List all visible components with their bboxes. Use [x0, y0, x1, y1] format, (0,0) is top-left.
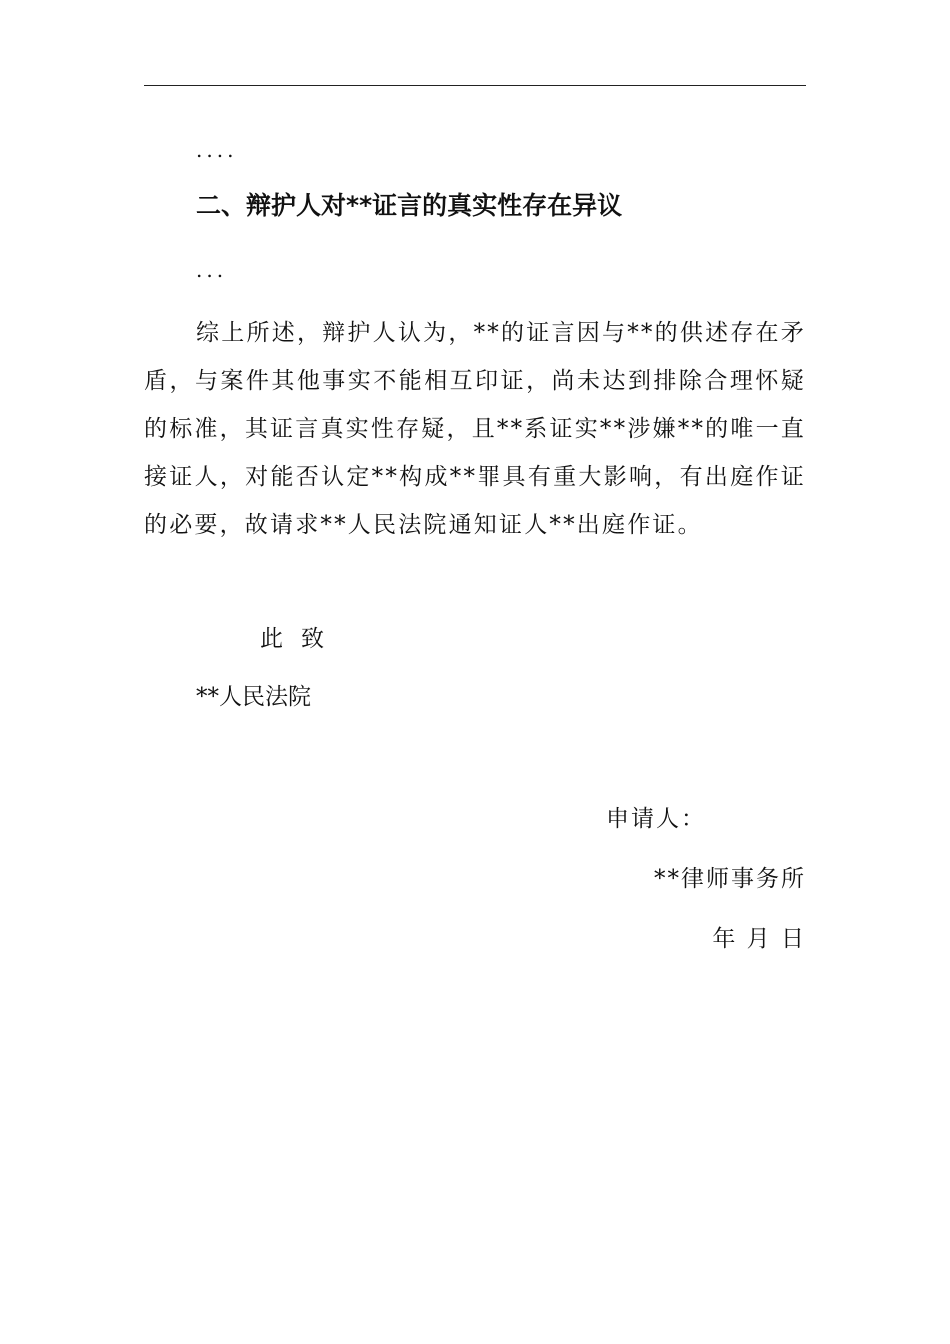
header-rule: [144, 85, 806, 86]
ellipsis-middle: ...: [196, 258, 228, 282]
section-heading: 二、辩护人对**证言的真实性存在异议: [196, 191, 623, 220]
summary-paragraph: 综上所述，辩护人认为，**的证言因与**的供述存在矛盾，与案件其他事实不能相互印证，尚未达到排除合理怀疑的标准，其证言真实性存疑，且**系证实**涉嫌**的唯一直接证人，对能否认定**构成**罪具有重大影响，有出庭作证的必要，故请求**人民法院通知证人**出庭作证。: [144, 320, 806, 538]
applicant-label: 申请人：: [606, 806, 706, 832]
closing-salutation: 此致: [260, 626, 342, 652]
court-name: **人民法院: [196, 684, 311, 710]
ellipsis-top: ....: [196, 138, 238, 162]
signature-date: 年 月 日: [712, 926, 806, 952]
law-firm-name: **律师事务所: [654, 866, 806, 892]
